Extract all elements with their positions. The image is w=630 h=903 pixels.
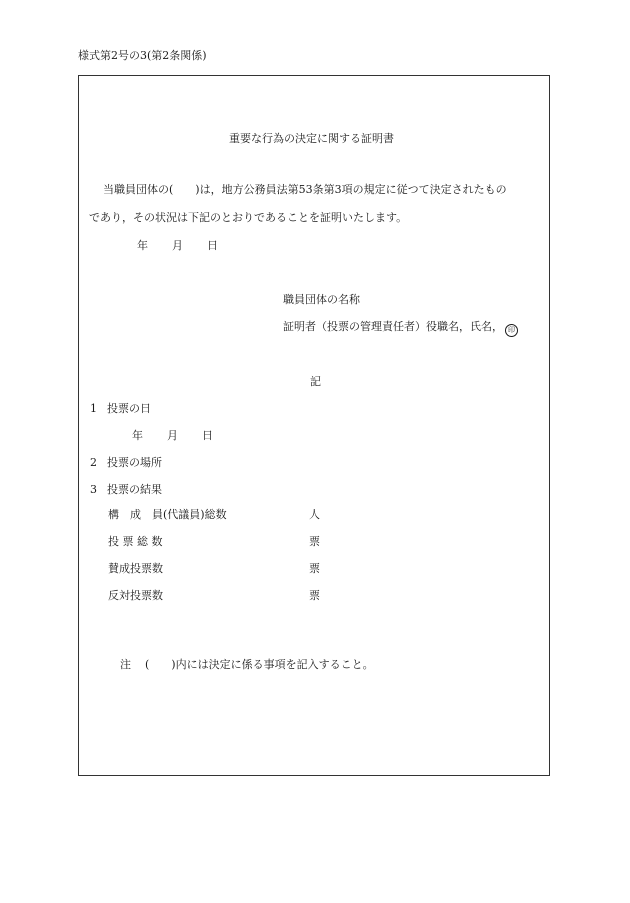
item-2-label: 投票の場所	[107, 456, 162, 469]
result-row-oppose-label: 反対投票数	[108, 589, 163, 602]
vote-date-month: 月	[167, 429, 178, 442]
item-1-number: 1	[90, 402, 97, 415]
statement-line-2: であり，その状況は下記のとおりであることを証明いたします。	[89, 211, 408, 224]
note-text: ( )内には決定に係る事項を記入すること。	[145, 658, 374, 671]
ki-heading: 記	[310, 375, 321, 388]
org-name-label: 職員団体の名称	[283, 293, 360, 306]
certifier-label-text: 証明者（投票の管理責任者）役職名，氏名，	[283, 320, 503, 333]
seal-mark: 印	[505, 324, 518, 337]
item-3-number: 3	[90, 483, 97, 496]
result-row-approve-label: 賛成投票数	[108, 562, 163, 575]
certifier-label	[283, 320, 518, 337]
vote-date-year: 年	[132, 429, 143, 442]
item-3-label: 投票の結果	[107, 483, 162, 496]
note-label: 注	[120, 658, 131, 671]
result-row-members-unit: 人	[309, 508, 320, 521]
vote-date-day: 日	[202, 429, 213, 442]
result-row-members-label: 構 成 員(代議員)総数	[108, 508, 227, 521]
issue-date-day: 日	[207, 239, 218, 252]
result-row-approve-unit: 票	[309, 562, 320, 575]
issue-date-month: 月	[172, 239, 183, 252]
result-row-total-label: 投 票 総 数	[108, 535, 163, 548]
form-number: 様式第2号の3(第2条関係)	[78, 49, 207, 62]
result-row-oppose-unit: 票	[309, 589, 320, 602]
statement-line-1: 当職員団体の( )は，地方公務員法第53条第3項の規定に従つて決定されたもの	[103, 183, 507, 196]
item-2-number: 2	[90, 456, 97, 469]
result-row-total-unit: 票	[309, 535, 320, 548]
item-1-label: 投票の日	[107, 402, 151, 415]
issue-date-year: 年	[137, 239, 148, 252]
document-title: 重要な行為の決定に関する証明書	[229, 132, 394, 145]
